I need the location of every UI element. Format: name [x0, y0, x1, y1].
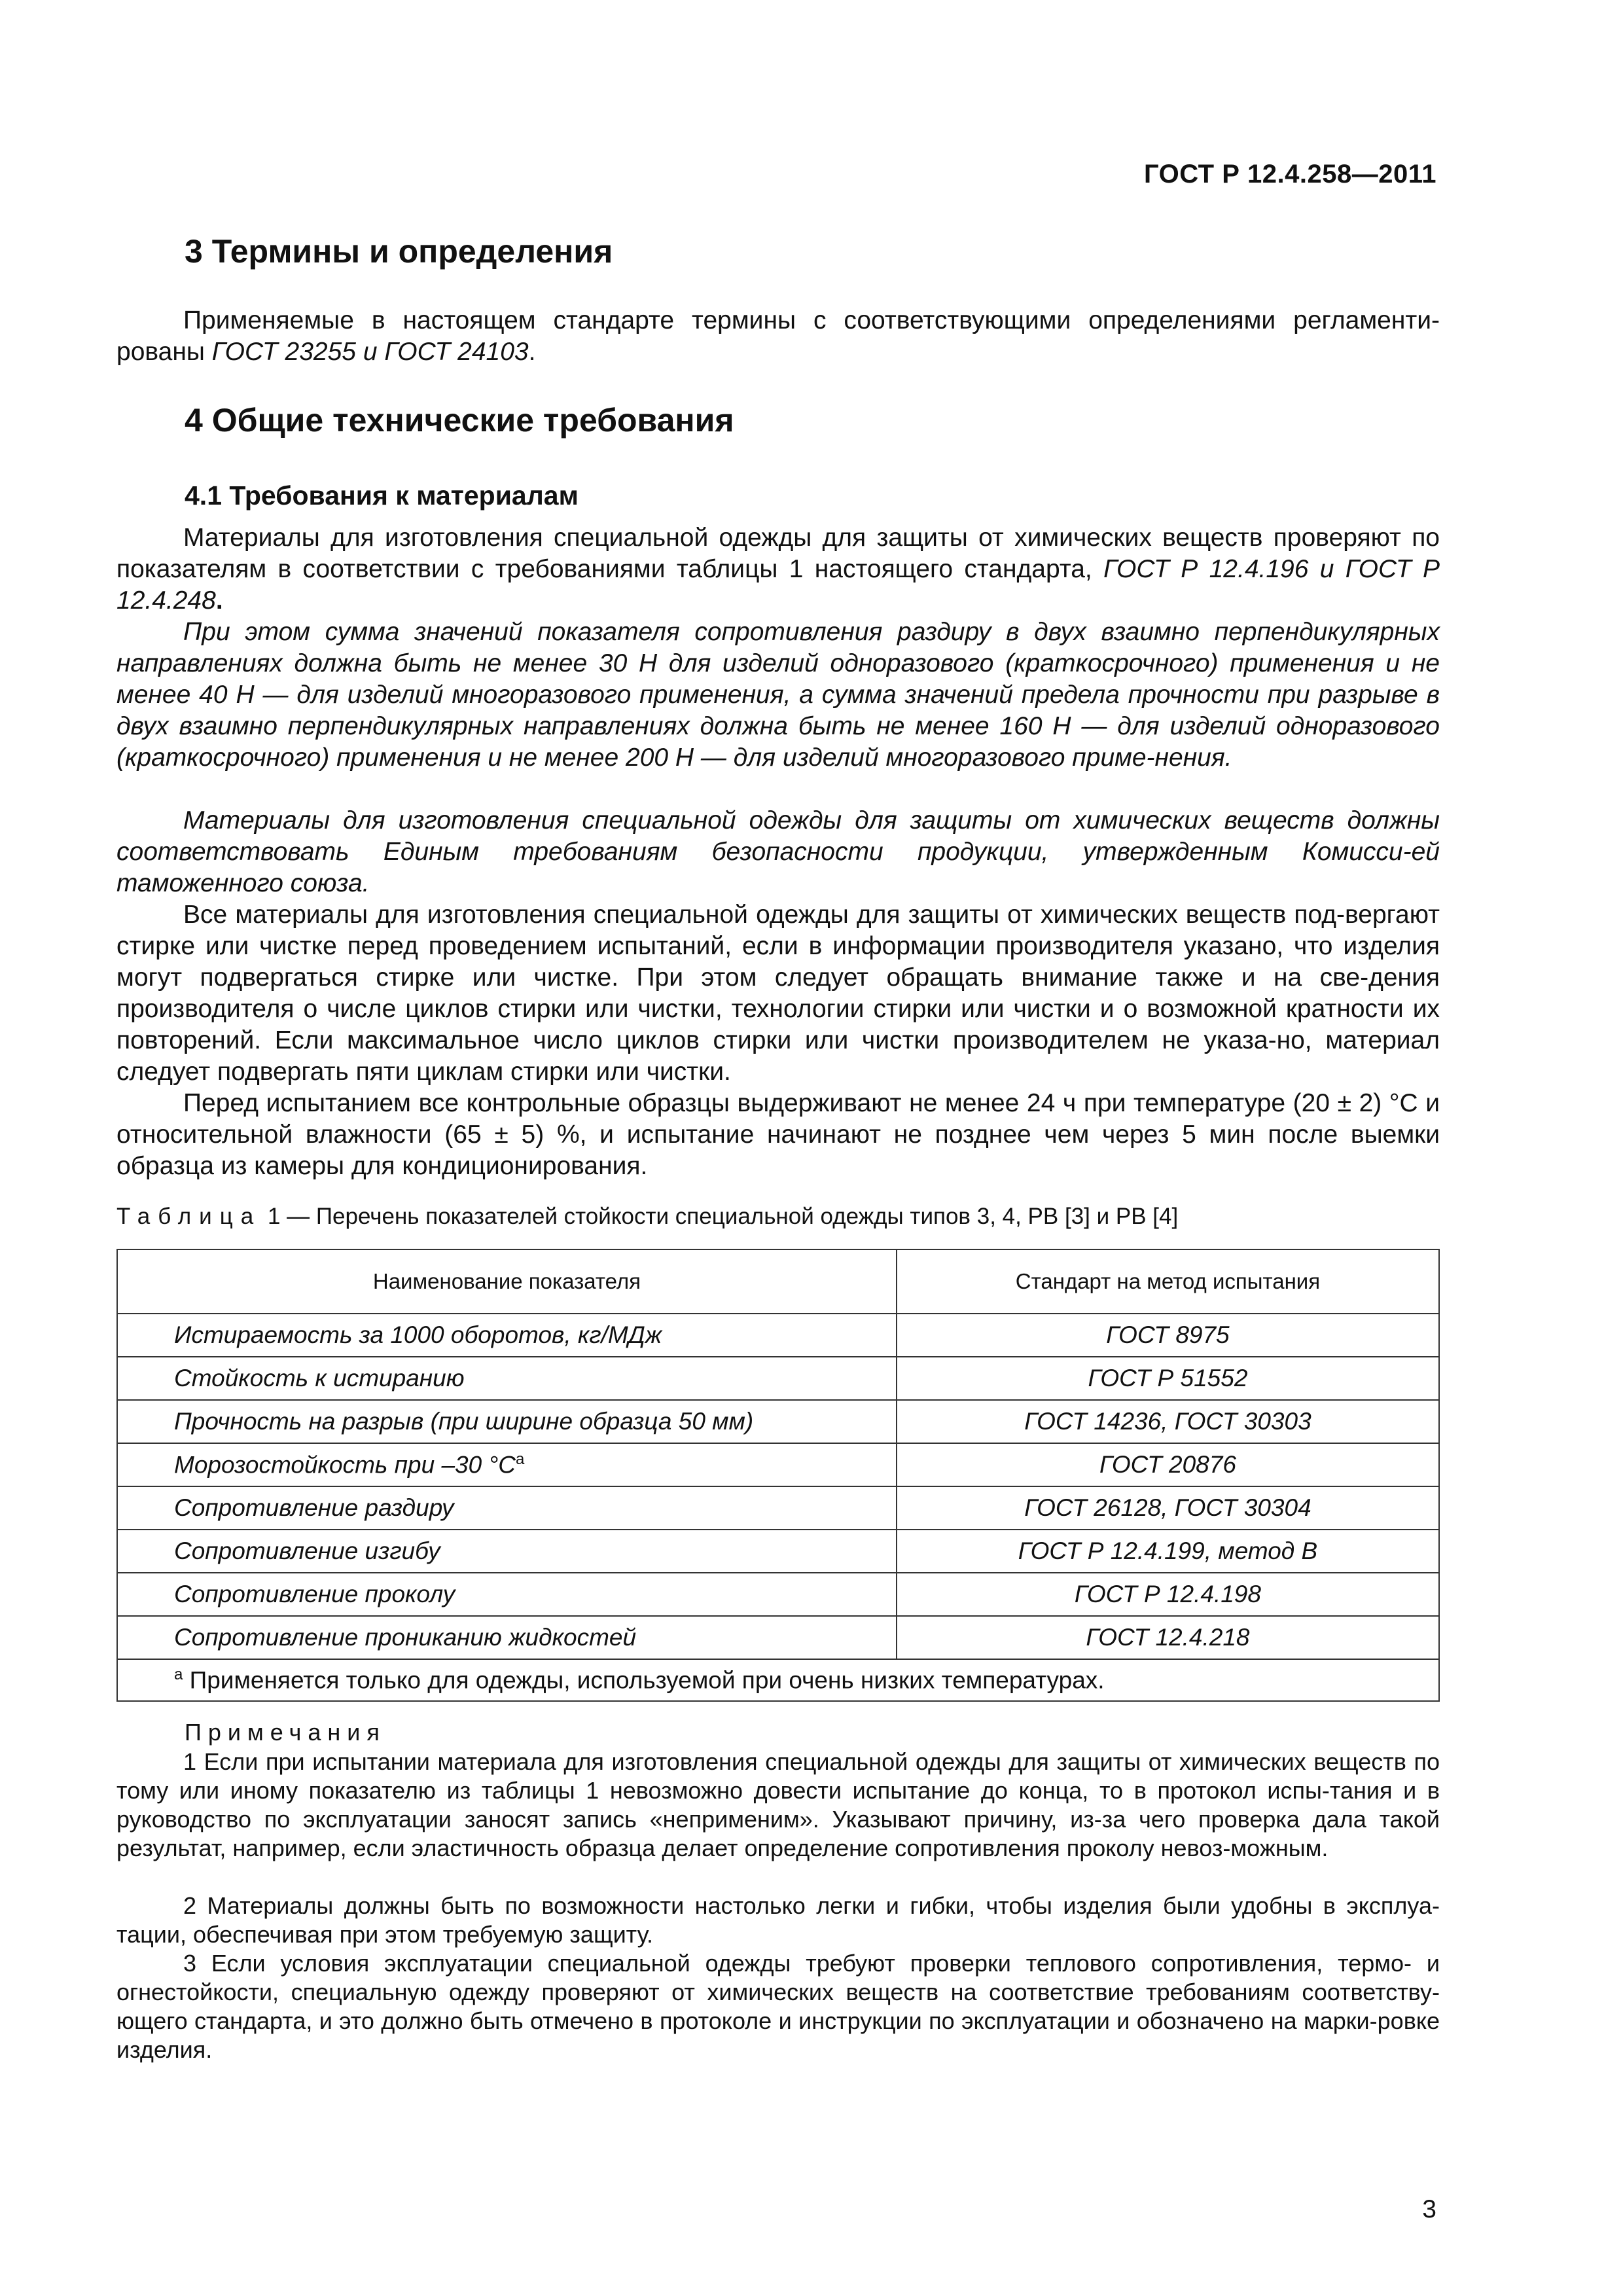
standards-reference: ГОСТ 23255 и ГОСТ 24103 [211, 338, 529, 366]
table-row [117, 1486, 1439, 1530]
table-row [117, 1616, 1439, 1659]
table-row [117, 1443, 1439, 1486]
section-3-title: 3 Термины и определения [185, 233, 613, 270]
table-header-row [117, 1249, 1439, 1314]
table-footnote: $^а$ Применяется только для одежды, используемой при очень низких температурах. [117, 1659, 1439, 1701]
indicator-name: Сопротивление раздиру [117, 1486, 897, 1530]
standards-reference: ГОСТ Р 12.4.196 и ГОСТ Р 12.4.248 [116, 555, 1440, 615]
table-footnote-row [117, 1659, 1439, 1701]
column-header-test-standard: Стандарт на метод испытания [897, 1249, 1439, 1314]
footnote-marker: а [516, 1450, 525, 1469]
section-3-text: Применяемые в настоящем стандарте термины с соответствующими определениями регламенти-рованы ГОСТ 23255 и ГОСТ 24103. [116, 306, 1440, 366]
section-4-title: 4 Общие технические требования [185, 402, 734, 439]
paragraph-conditioning: Перед испытанием все контрольные образцы выдерживают не менее 24 ч при температуре (20 ± 2) °С и относительной влажности (65 ± 5) %, и испытание начинают не позднее чем через 5 мин после выемки образца из камеры для кондиционирования. [116, 1089, 1440, 1180]
table-1-caption: Таблица 1 — Перечень показателей стойкости специальной одежды типов 3, 4, PB [3] и PB [4] [116, 1204, 1179, 1229]
indicator-name: Прочность на разрыв (при ширине образца 50 мм) [117, 1400, 897, 1443]
test-standard: ГОСТ 20876 [897, 1443, 1439, 1486]
table-1 [116, 1249, 1440, 1702]
table-row [117, 1530, 1439, 1573]
footnote-marker: а [174, 1666, 183, 1684]
test-standard: ГОСТ 12.4.218 [897, 1616, 1439, 1659]
table-row [117, 1573, 1439, 1616]
paragraph-washing: Все материалы для изготовления специальной одежды для защиты от химических веществ под-вергают стирке или чистке перед проведением испытаний, если в информации производителя указано, что изделия могут подвергаться стирке или чистке. При этом следует обращать внимание также и на све-дения производителя о числе циклов стирки или чистки, технологии стирки или чистки и о возможной кратности их повторений. Если максимальное число циклов стирки или чистки производителем не указа-но, материал следует подвергать пяти циклам стирки или чистки. [116, 901, 1440, 1086]
indicator-name: Сопротивление изгибу [117, 1530, 897, 1573]
page-number: 3 [1422, 2195, 1436, 2223]
indicator-name: Истираемость за 1000 оборотов, кг/МДж [117, 1314, 897, 1357]
indicator-name: Сопротивление проколу [117, 1573, 897, 1616]
test-standard: ГОСТ 8975 [897, 1314, 1439, 1357]
document-code: ГОСТ Р 12.4.258—2011 [1144, 160, 1436, 188]
table-row [117, 1314, 1439, 1357]
note-1: 1 Если при испытании материала для изготовления специальной одежды для защиты от химических веществ по тому или иному показателю из таблицы 1 невозможно довести испытание до конца, то в протокол испы-тания и в руководство по эксплуатации заносят запись «неприменим». Указывают причину, из-за чего проверка дала такой результат, например, если эластичность образца делает определение сопротивления проколу невоз-можным. [116, 1748, 1440, 1861]
indicator-name: Стойкость к истиранию [117, 1357, 897, 1400]
paragraph-materials-check: Материалы для изготовления специальной одежды для защиты от химических веществ проверяют по показателям в соответствии с требованиями таблицы 1 настоящего стандарта, ГОСТ Р 12.4.196 и ГОСТ Р 12.4.248. [116, 524, 1440, 615]
indicator-name: Морозостойкость при –30 $^\circ С^а$ [117, 1443, 897, 1486]
test-standard: ГОСТ Р 51552 [897, 1357, 1439, 1400]
test-standard: ГОСТ 26128, ГОСТ 30304 [897, 1486, 1439, 1530]
table-row [117, 1357, 1439, 1400]
table-row [117, 1400, 1439, 1443]
subsection-4-1-title: 4.1 Требования к материалам [185, 480, 579, 511]
test-standard: ГОСТ Р 12.4.199, метод В [897, 1530, 1439, 1573]
column-header-indicator: Наименование показателя [117, 1249, 897, 1314]
test-standard: ГОСТ Р 12.4.198 [897, 1573, 1439, 1616]
note-2: 2 Материалы должны быть по возможности настолько легки и гибки, чтобы изделия были удобны в эксплуа-тации, обеспечивая при этом требуемую защиту. [116, 1892, 1440, 1948]
note-3: 3 Если условия эксплуатации специальной одежды требуют проверки теплового сопротивления, термо- и огнестойкости, специальную одежду проверяют от химических веществ на соответствие требованиям соответству-ющего стандарта, и это должно быть отмечено в протоколе и инструкции по эксплуатации и обозначено на марки-ровке изделия. [116, 1950, 1440, 2063]
notes-title: Примечания [185, 1719, 386, 1746]
paragraph-tear-strength: При этом сумма значений показателя сопротивления раздиру в двух взаимно перпендикулярных направлениях должна быть не менее 30 Н для изделий одноразового (краткосрочного) применения и не менее 40 Н — для изделий многоразового применения, а сумма значений предела прочности при разрыве в двух взаимно перпендикулярных направлениях должна быть не менее 160 Н — для изделий одноразового (краткосрочного) применения и не менее 200 Н — для изделий многоразового приме-нения. [116, 618, 1440, 772]
indicator-name: Сопротивление прониканию жидкостей [117, 1616, 897, 1659]
paragraph-customs-union: Материалы для изготовления специальной одежды для защиты от химических веществ должны соответствовать Единым требованиям безопасности продукции, утвержденным Комисси-ей таможенного союза. [116, 806, 1440, 897]
test-standard: ГОСТ 14236, ГОСТ 30303 [897, 1400, 1439, 1443]
